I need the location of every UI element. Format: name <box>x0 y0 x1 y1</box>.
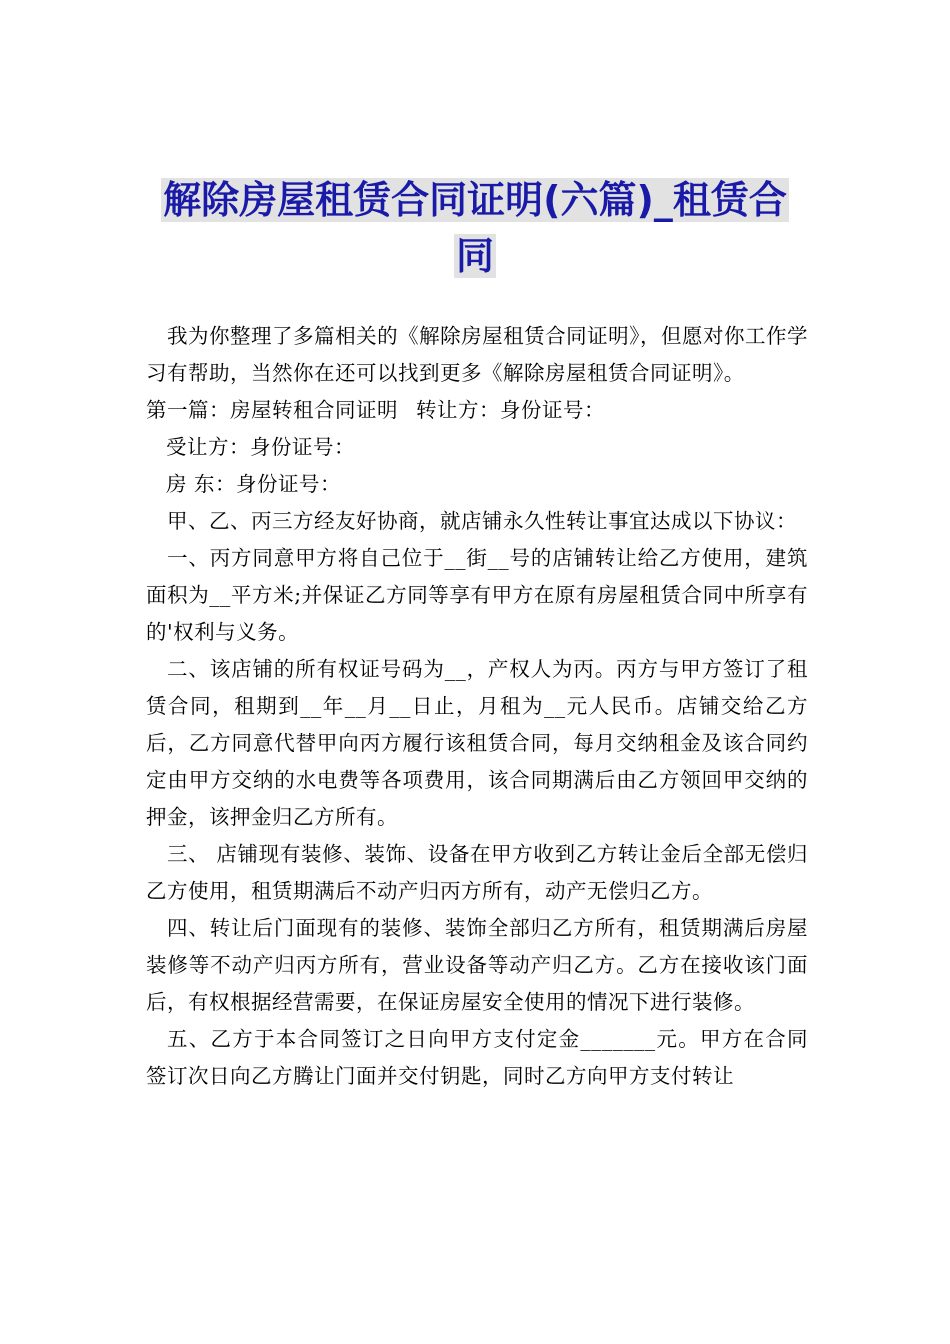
transferee-field: 受让方：身份证号： <box>166 435 355 459</box>
clause-2: 二、该店铺的所有权证号码为__，产权人为丙。丙方与甲方签订了租赁合同，租期到__年__月__日止，月租为__元人民币。店铺交给乙方后，乙方同意代替甲向丙方履行该租赁合同，每月交纳租金及该合同约定由甲方交纳的水电费等各项费用，该合同期满后由乙方领回甲交纳的押金，该押金归乙方所有。 <box>146 657 808 829</box>
section1-heading: 第一篇：房屋转租合同证明 <box>146 398 398 422</box>
document-body <box>146 318 808 1095</box>
document-title <box>140 172 810 284</box>
clause-3: 三、 店铺现有装修、装饰、设备在甲方收到乙方转让金后全部无偿归乙方使用，租赁期满后不动产归丙方所有，动产无偿归乙方。 <box>146 842 808 903</box>
clause-4: 四、转让后门面现有的装修、装饰全部归乙方所有，租赁期满后房屋装修等不动产归丙方所有，营业设备等动产归乙方。乙方在接收该门面后，有权根据经营需要，在保证房屋安全使用的情况下进行装修。 <box>146 916 808 1014</box>
clause-1: 一、丙方同意甲方将自己位于__街__号的店铺转让给乙方使用，建筑面积为__平方米;并保证乙方同等享有甲方在原有房屋租赁合同中所享有的'权利与义务。 <box>146 546 808 644</box>
agreement-paragraph: 甲、乙、丙三方经友好协商，就店铺永久性转让事宜达成以下协议： <box>167 509 797 533</box>
section1-heading-line <box>146 392 808 429</box>
transferor-field: 转让方：身份证号： <box>416 398 605 422</box>
title-line-1: 解除房屋租赁合同证明(六篇)_租赁合 <box>163 178 787 222</box>
intro-paragraph: 我为你整理了多篇相关的《解除房屋租赁合同证明》，但愿对你工作学习有帮助，当然你在还可以找到更多《解除房屋租赁合同证明》。 <box>146 324 808 385</box>
landlord-field: 房 东：身份证号： <box>166 472 342 496</box>
clause-5: 五、乙方于本合同签订之日向甲方支付定金_______元。甲方在合同签订次日向乙方腾让门面并交付钥匙，同时乙方向甲方支付转让 <box>146 1027 808 1088</box>
title-line-2: 同 <box>455 234 494 278</box>
